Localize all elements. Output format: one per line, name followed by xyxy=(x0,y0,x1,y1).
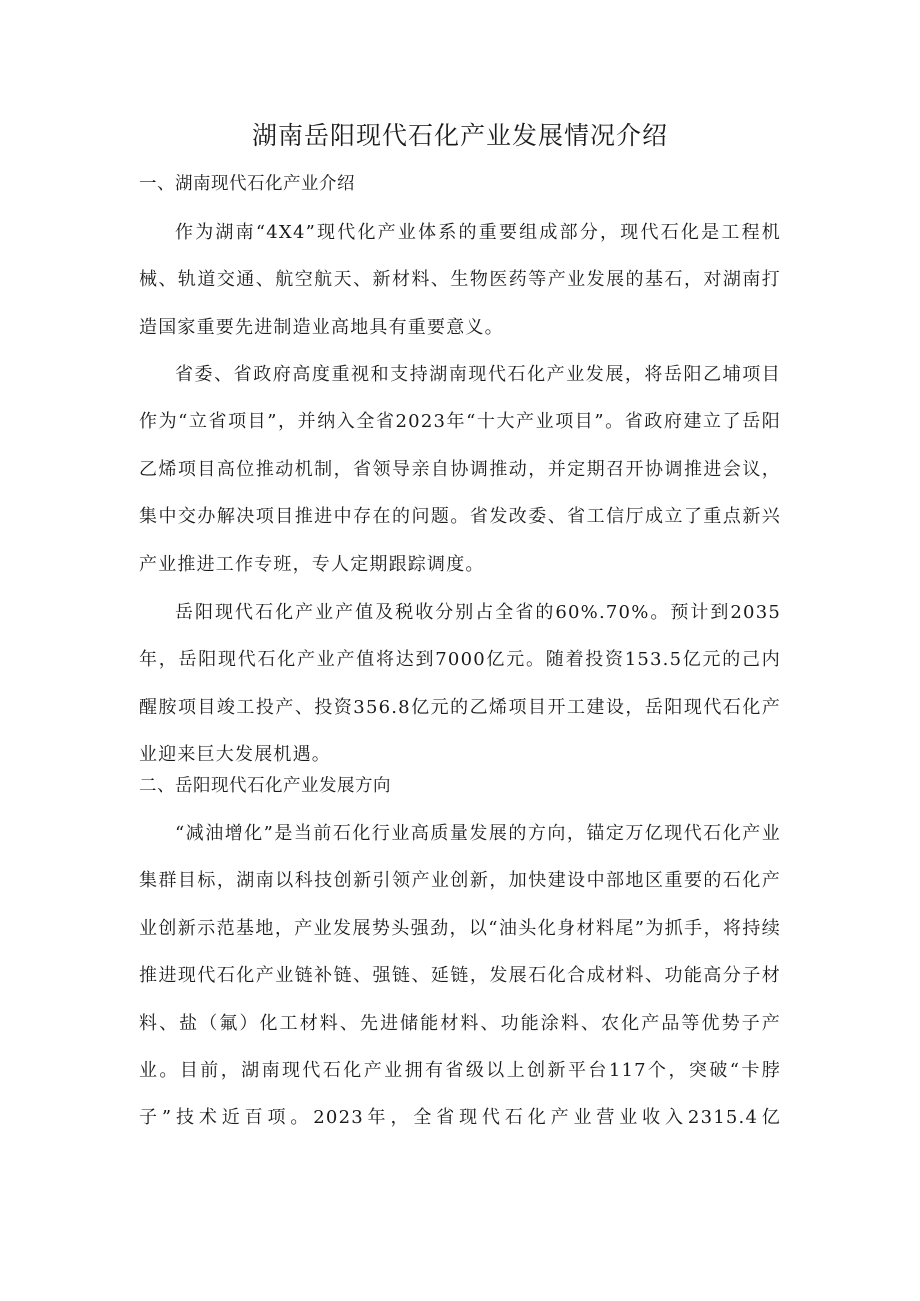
document-title: 湖南岳阳现代石化产业发展情况介绍 xyxy=(251,121,668,150)
paragraph-intro-role: 作为湖南“4X4”现代化产业体系的重要组成部分，现代石化是工程机械、轨道交通、航空航天、新材料、生物医药等产业发展的基石，对湖南打造国家重要先进制造业高地具有重要意义。 xyxy=(139,222,781,338)
section-heading-2: 二、岳阳现代石化产业发展方向 xyxy=(139,776,391,796)
paragraph-development-direction: “减油增化”是当前石化行业高质量发展的方向，锚定万亿现代石化产业集群目标，湖南以科技创新引领产业创新，加快建设中部地区重要的石化产业创新示范基地，产业发展势头强劲，以“油头化身材料尾”为抓手，将持续推进现代石化产业链补链、强链、延链，发展石化合成材料、功能高分子材料、盐（氟）化工材料、先进储能材料、功能涂料、农化产品等优势子产业。目前，湖南现代石化产业拥有省级以上创新平台117个，突破“卡脖子”技术近百项。2023年，全省现代石化产业营业收入2315.4亿 xyxy=(139,823,781,1129)
section-heading-1: 一、湖南现代石化产业介绍 xyxy=(139,174,355,194)
paragraph-government-support: 省委、省政府高度重视和支持湖南现代石化产业发展，将岳阳乙埔项目作为“立省项目”，并纳入全省2023年“十大产业项目”。省政府建立了岳阳乙烯项目高位推动机制，省领导亲自协调推动，并定期召开协调推进会议，集中交办解决项目推进中存在的问题。省发改委、省工信厅成立了重点新兴产业推进工作专班，专人定期跟踪调度。 xyxy=(139,364,781,575)
paragraph-output-forecast: 岳阳现代石化产业产值及税收分别占全省的60%.70%。预计到2035年，岳阳现代石化产业产值将达到7000亿元。随着投资153.5亿元的己内醒胺项目竣工投产、投资356.8亿元的乙烯项目开工建设，岳阳现代石化产业迎来巨大发展机遇。 xyxy=(139,602,781,766)
